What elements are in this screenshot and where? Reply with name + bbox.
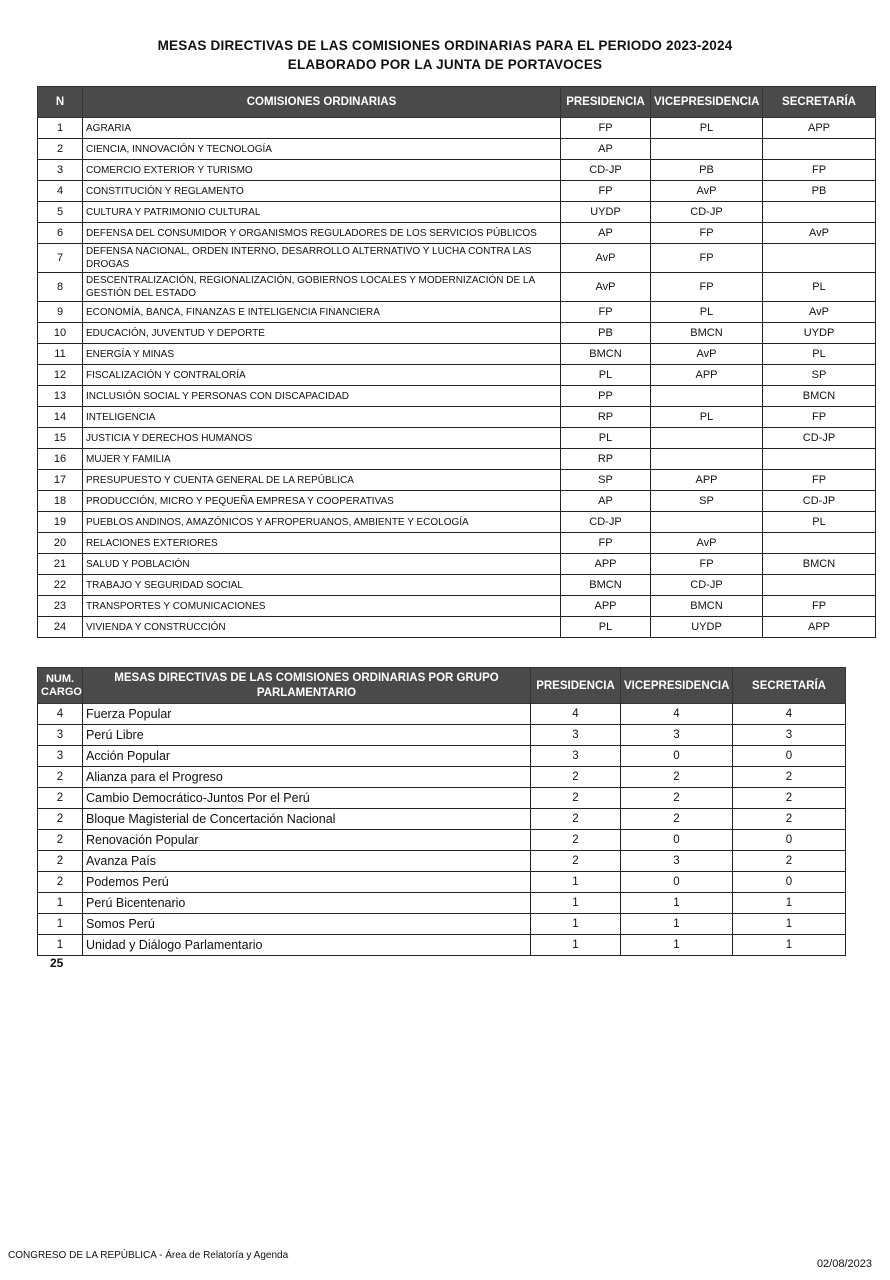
presidencia-cell: APP — [561, 596, 651, 617]
table-row — [38, 767, 846, 788]
total-count: 25 — [50, 956, 64, 970]
table-row — [38, 893, 846, 914]
grupo-name: Avanza País — [83, 851, 531, 872]
vicepresidencia-cell: BMCN — [651, 596, 763, 617]
vicepresidencia-cell: CD-JP — [651, 575, 763, 596]
table-row — [38, 470, 876, 491]
comision-name: EDUCACIÓN, JUVENTUD Y DEPORTE — [83, 323, 561, 344]
secretaria-cell: APP — [763, 617, 876, 638]
cargo-count: 2 — [38, 830, 83, 851]
footer-date: 02/08/2023 — [816, 1258, 872, 1270]
table-row — [38, 428, 876, 449]
secretaria-cell: SP — [763, 365, 876, 386]
header-presidencia: PRESIDENCIA — [531, 668, 621, 704]
row-number: 16 — [38, 449, 83, 470]
grupo-name: Renovación Popular — [83, 830, 531, 851]
presidencia-count: 2 — [531, 809, 621, 830]
comision-name: TRABAJO Y SEGURIDAD SOCIAL — [83, 575, 561, 596]
title-line-1: MESAS DIRECTIVAS DE LAS COMISIONES ORDINARIAS PARA EL PERIODO 2023-2024 — [157, 38, 733, 53]
cargo-count: 1 — [38, 914, 83, 935]
vicepresidencia-cell: FP — [651, 554, 763, 575]
presidencia-count: 2 — [531, 767, 621, 788]
vicepresidencia-count: 1 — [621, 914, 733, 935]
row-number: 18 — [38, 491, 83, 512]
vicepresidencia-count: 0 — [621, 872, 733, 893]
grupo-name: Somos Perú — [83, 914, 531, 935]
grupo-name: Acción Popular — [83, 746, 531, 767]
table-row — [38, 851, 846, 872]
table-row — [38, 746, 846, 767]
comision-name: ECONOMÍA, BANCA, FINANZAS E INTELIGENCIA FINANCIERA — [83, 302, 561, 323]
presidencia-cell: PL — [561, 428, 651, 449]
secretaria-count: 0 — [733, 872, 846, 893]
secretaria-count: 4 — [733, 704, 846, 725]
row-number: 8 — [38, 273, 83, 302]
table-row — [38, 139, 876, 160]
presidencia-cell: AP — [561, 223, 651, 244]
table-row — [38, 512, 876, 533]
table-row — [38, 491, 876, 512]
secretaria-count: 1 — [733, 914, 846, 935]
grupo-name: Podemos Perú — [83, 872, 531, 893]
vicepresidencia-cell: APP — [651, 470, 763, 491]
vicepresidencia-cell: FP — [651, 244, 763, 273]
vicepresidencia-cell: CD-JP — [651, 202, 763, 223]
table-row — [38, 244, 876, 273]
presidencia-cell: AP — [561, 139, 651, 160]
presidencia-cell: CD-JP — [561, 512, 651, 533]
comision-name: CULTURA Y PATRIMONIO CULTURAL — [83, 202, 561, 223]
secretaria-count: 1 — [733, 893, 846, 914]
title-line-2: ELABORADO POR LA JUNTA DE PORTAVOCES — [287, 57, 603, 72]
table-row — [38, 160, 876, 181]
comision-name: FISCALIZACIÓN Y CONTRALORÍA — [83, 365, 561, 386]
row-number: 3 — [38, 160, 83, 181]
header-n: N — [38, 87, 83, 118]
vicepresidencia-count: 3 — [621, 725, 733, 746]
row-number: 1 — [38, 118, 83, 139]
secretaria-cell — [763, 244, 876, 273]
comision-name: VIVIENDA Y CONSTRUCCIÓN — [83, 617, 561, 638]
presidencia-cell: AvP — [561, 244, 651, 273]
vicepresidencia-cell: FP — [651, 273, 763, 302]
secretaria-count: 2 — [733, 851, 846, 872]
table-row — [38, 533, 876, 554]
footer-institution: CONGRESO DE LA REPÚBLICA - Área de Relatoría y Agenda — [8, 1250, 289, 1261]
header-num-cargo — [38, 668, 83, 704]
cargo-count: 1 — [38, 893, 83, 914]
grupo-name: Bloque Magisterial de Concertación Nacional — [83, 809, 531, 830]
comision-name: DEFENSA DEL CONSUMIDOR Y ORGANISMOS REGULADORES DE LOS SERVICIOS PÚBLICOS — [83, 223, 561, 244]
header-vicepresidencia: VICEPRESIDENCIA — [651, 87, 763, 118]
presidencia-cell: AP — [561, 491, 651, 512]
comision-name: PRESUPUESTO Y CUENTA GENERAL DE LA REPÚBLICA — [83, 470, 561, 491]
secretaria-cell: FP — [763, 160, 876, 181]
row-number: 21 — [38, 554, 83, 575]
row-number: 6 — [38, 223, 83, 244]
secretaria-cell — [763, 533, 876, 554]
comision-name: AGRARIA — [83, 118, 561, 139]
comision-name: PUEBLOS ANDINOS, AMAZÓNICOS Y AFROPERUANOS, AMBIENTE Y ECOLOGÍA — [83, 512, 561, 533]
comision-name: INCLUSIÓN SOCIAL Y PERSONAS CON DISCAPACIDAD — [83, 386, 561, 407]
row-number: 24 — [38, 617, 83, 638]
row-number: 11 — [38, 344, 83, 365]
vicepresidencia-cell — [651, 386, 763, 407]
cargo-count: 2 — [38, 872, 83, 893]
presidencia-cell: FP — [561, 181, 651, 202]
row-number: 5 — [38, 202, 83, 223]
header-num-label: NUM. — [45, 672, 75, 685]
presidencia-count: 1 — [531, 935, 621, 956]
vicepresidencia-cell — [651, 428, 763, 449]
table-row — [38, 449, 876, 470]
secretaria-cell: PL — [763, 344, 876, 365]
vicepresidencia-cell: PL — [651, 302, 763, 323]
comision-name: DESCENTRALIZACIÓN, REGIONALIZACIÓN, GOBIERNOS LOCALES Y MODERNIZACIÓN DE LA GESTIÓN DEL ESTADO — [83, 273, 561, 302]
secretaria-cell: CD-JP — [763, 491, 876, 512]
grupo-table — [37, 667, 846, 956]
presidencia-cell: CD-JP — [561, 160, 651, 181]
table-row — [38, 302, 876, 323]
comision-name: INTELIGENCIA — [83, 407, 561, 428]
document-title — [0, 36, 890, 74]
vicepresidencia-cell: FP — [651, 223, 763, 244]
vicepresidencia-cell: AvP — [651, 533, 763, 554]
secretaria-count: 2 — [733, 767, 846, 788]
header-vicepresidencia: VICEPRESIDENCIA — [621, 668, 733, 704]
presidencia-cell: SP — [561, 470, 651, 491]
row-number: 22 — [38, 575, 83, 596]
vicepresidencia-cell — [651, 139, 763, 160]
presidencia-count: 2 — [531, 830, 621, 851]
comision-name: COMERCIO EXTERIOR Y TURISMO — [83, 160, 561, 181]
cargo-count: 2 — [38, 788, 83, 809]
presidencia-cell: PL — [561, 365, 651, 386]
vicepresidencia-cell: UYDP — [651, 617, 763, 638]
comision-name: SALUD Y POBLACIÓN — [83, 554, 561, 575]
secretaria-count: 2 — [733, 809, 846, 830]
presidencia-count: 1 — [531, 914, 621, 935]
vicepresidencia-cell: SP — [651, 491, 763, 512]
secretaria-cell: FP — [763, 596, 876, 617]
vicepresidencia-count: 1 — [621, 893, 733, 914]
vicepresidencia-cell — [651, 449, 763, 470]
secretaria-count: 0 — [733, 746, 846, 767]
table-row — [38, 914, 846, 935]
vicepresidencia-cell: PL — [651, 118, 763, 139]
cargo-count: 2 — [38, 809, 83, 830]
comision-name: ENERGÍA Y MINAS — [83, 344, 561, 365]
presidencia-count: 2 — [531, 851, 621, 872]
grupo-name: Perú Libre — [83, 725, 531, 746]
header-cargo-label: CARGO — [41, 685, 82, 698]
table-row — [38, 223, 876, 244]
secretaria-cell — [763, 449, 876, 470]
row-number: 10 — [38, 323, 83, 344]
secretaria-cell — [763, 575, 876, 596]
header-presidencia: PRESIDENCIA — [561, 87, 651, 118]
grupo-name: Perú Bicentenario — [83, 893, 531, 914]
table-row — [38, 365, 876, 386]
table-row — [38, 118, 876, 139]
secretaria-cell: UYDP — [763, 323, 876, 344]
vicepresidencia-count: 0 — [621, 746, 733, 767]
presidencia-cell: PL — [561, 617, 651, 638]
comisiones-table — [37, 86, 876, 638]
secretaria-count: 2 — [733, 788, 846, 809]
grupo-name: Fuerza Popular — [83, 704, 531, 725]
comision-name: TRANSPORTES Y COMUNICACIONES — [83, 596, 561, 617]
comisiones-table-body — [38, 118, 876, 638]
grupo-table-body — [38, 704, 846, 956]
row-number: 13 — [38, 386, 83, 407]
vicepresidencia-count: 2 — [621, 809, 733, 830]
secretaria-cell: CD-JP — [763, 428, 876, 449]
table-row — [38, 386, 876, 407]
secretaria-cell: AvP — [763, 223, 876, 244]
comision-name: CONSTITUCIÓN Y REGLAMENTO — [83, 181, 561, 202]
table-row — [38, 830, 846, 851]
comision-name: MUJER Y FAMILIA — [83, 449, 561, 470]
vicepresidencia-cell: BMCN — [651, 323, 763, 344]
comision-name: JUSTICIA Y DERECHOS HUMANOS — [83, 428, 561, 449]
secretaria-cell: FP — [763, 470, 876, 491]
table-row — [38, 872, 846, 893]
comision-name: DEFENSA NACIONAL, ORDEN INTERNO, DESARROLLO ALTERNATIVO Y LUCHA CONTRA LAS DROGAS — [83, 244, 561, 273]
row-number: 12 — [38, 365, 83, 386]
secretaria-cell: FP — [763, 407, 876, 428]
secretaria-count: 3 — [733, 725, 846, 746]
header-grupo: MESAS DIRECTIVAS DE LAS COMISIONES ORDINARIAS POR GRUPO PARLAMENTARIO — [83, 668, 531, 704]
vicepresidencia-cell: AvP — [651, 344, 763, 365]
presidencia-count: 1 — [531, 872, 621, 893]
table-row — [38, 596, 876, 617]
presidencia-cell: APP — [561, 554, 651, 575]
comisiones-header-row — [38, 87, 876, 118]
table-row — [38, 788, 846, 809]
secretaria-cell — [763, 139, 876, 160]
table-row — [38, 407, 876, 428]
row-number: 19 — [38, 512, 83, 533]
row-number: 15 — [38, 428, 83, 449]
vicepresidencia-count: 3 — [621, 851, 733, 872]
comision-name: RELACIONES EXTERIORES — [83, 533, 561, 554]
cargo-count: 3 — [38, 746, 83, 767]
cargo-count: 4 — [38, 704, 83, 725]
vicepresidencia-count: 2 — [621, 788, 733, 809]
table-row — [38, 273, 876, 302]
vicepresidencia-cell: AvP — [651, 181, 763, 202]
cargo-count: 2 — [38, 851, 83, 872]
secretaria-count: 1 — [733, 935, 846, 956]
row-number: 20 — [38, 533, 83, 554]
presidencia-cell: PP — [561, 386, 651, 407]
presidencia-count: 3 — [531, 746, 621, 767]
comision-name: PRODUCCIÓN, MICRO Y PEQUEÑA EMPRESA Y COOPERATIVAS — [83, 491, 561, 512]
presidencia-cell: AvP — [561, 273, 651, 302]
secretaria-cell: BMCN — [763, 386, 876, 407]
row-number: 7 — [38, 244, 83, 273]
presidencia-cell: FP — [561, 302, 651, 323]
table-row — [38, 935, 846, 956]
table-row — [38, 323, 876, 344]
row-number: 14 — [38, 407, 83, 428]
grupo-name: Alianza para el Progreso — [83, 767, 531, 788]
row-number: 9 — [38, 302, 83, 323]
table-row — [38, 202, 876, 223]
row-number: 17 — [38, 470, 83, 491]
cargo-count: 3 — [38, 725, 83, 746]
grupo-name: Cambio Democrático-Juntos Por el Perú — [83, 788, 531, 809]
grupo-name: Unidad y Diálogo Parlamentario — [83, 935, 531, 956]
secretaria-cell: BMCN — [763, 554, 876, 575]
table-row — [38, 725, 846, 746]
secretaria-cell: PL — [763, 512, 876, 533]
secretaria-cell: AvP — [763, 302, 876, 323]
table-row — [38, 809, 846, 830]
presidencia-cell: BMCN — [561, 575, 651, 596]
secretaria-cell — [763, 202, 876, 223]
row-number: 23 — [38, 596, 83, 617]
vicepresidencia-cell: APP — [651, 365, 763, 386]
header-secretaria: SECRETARÍA — [733, 668, 846, 704]
table-row — [38, 344, 876, 365]
presidencia-cell: UYDP — [561, 202, 651, 223]
comision-name: CIENCIA, INNOVACIÓN Y TECNOLOGÍA — [83, 139, 561, 160]
vicepresidencia-cell: PL — [651, 407, 763, 428]
vicepresidencia-count: 4 — [621, 704, 733, 725]
header-secretaria: SECRETARÍA — [763, 87, 876, 118]
table-row — [38, 575, 876, 596]
cargo-count: 2 — [38, 767, 83, 788]
presidencia-count: 3 — [531, 725, 621, 746]
vicepresidencia-cell: PB — [651, 160, 763, 181]
presidencia-count: 1 — [531, 893, 621, 914]
secretaria-cell: PB — [763, 181, 876, 202]
presidencia-count: 2 — [531, 788, 621, 809]
table-row — [38, 181, 876, 202]
presidencia-cell: FP — [561, 118, 651, 139]
presidencia-cell: FP — [561, 533, 651, 554]
table-row — [38, 704, 846, 725]
presidencia-count: 4 — [531, 704, 621, 725]
secretaria-cell: PL — [763, 273, 876, 302]
cargo-count: 1 — [38, 935, 83, 956]
presidencia-cell: BMCN — [561, 344, 651, 365]
row-number: 2 — [38, 139, 83, 160]
table-row — [38, 617, 876, 638]
header-comisiones: COMISIONES ORDINARIAS — [83, 87, 561, 118]
vicepresidencia-count: 0 — [621, 830, 733, 851]
grupo-header-row — [38, 668, 846, 704]
presidencia-cell: PB — [561, 323, 651, 344]
vicepresidencia-count: 2 — [621, 767, 733, 788]
presidencia-cell: RP — [561, 449, 651, 470]
secretaria-count: 0 — [733, 830, 846, 851]
table-row — [38, 554, 876, 575]
presidencia-cell: RP — [561, 407, 651, 428]
vicepresidencia-count: 1 — [621, 935, 733, 956]
row-number: 4 — [38, 181, 83, 202]
vicepresidencia-cell — [651, 512, 763, 533]
secretaria-cell: APP — [763, 118, 876, 139]
